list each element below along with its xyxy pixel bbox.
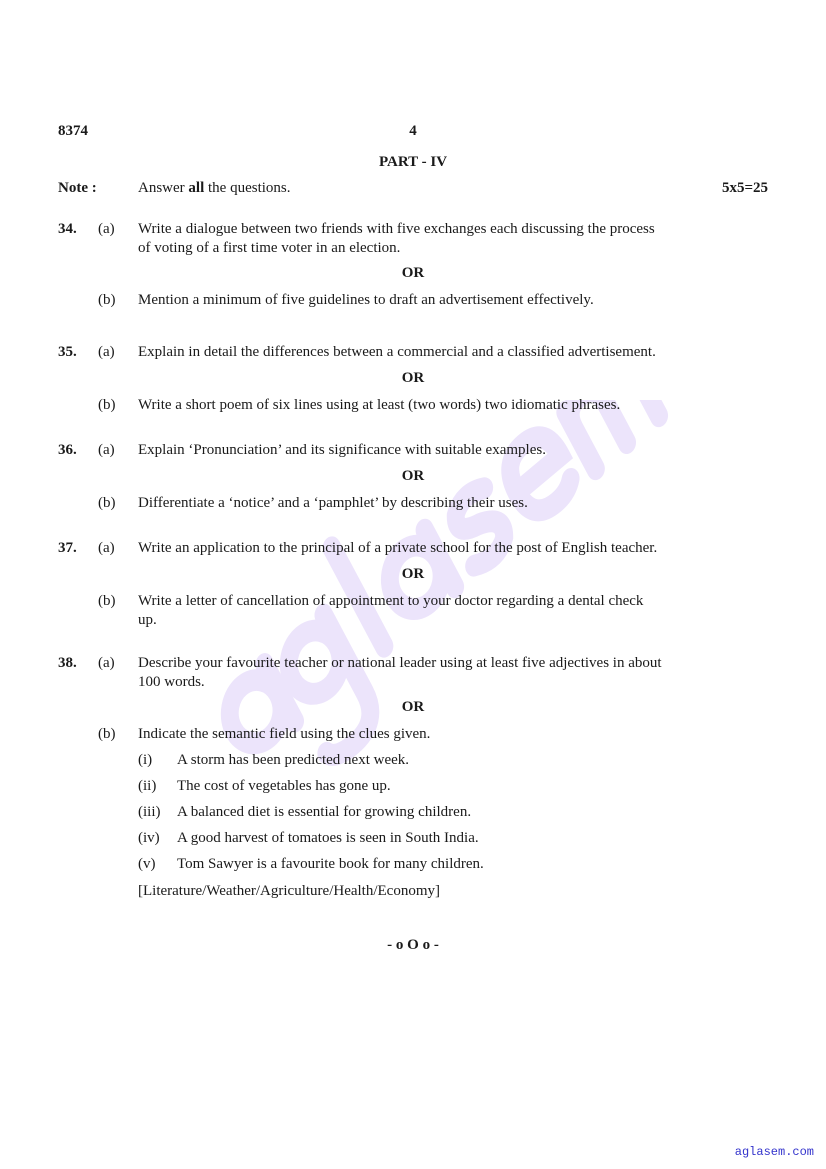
clue-text: Tom Sawyer is a favourite book for many children.: [177, 856, 484, 872]
option-a-text: of voting of a first time voter in an election.: [138, 240, 401, 256]
option-a-text: 100 words.: [138, 674, 205, 690]
clue-number: (iii): [138, 804, 161, 820]
option-a-label: (a): [98, 540, 115, 556]
option-a-label: (a): [98, 221, 115, 237]
part-heading: PART - IV: [378, 154, 448, 170]
page-number: 4: [409, 123, 417, 139]
question-number: 36.: [58, 442, 77, 458]
note-label: Note :: [58, 180, 97, 196]
option-b-text: Differentiate a ‘notice’ and a ‘pamphlet’ by describing their uses.: [138, 495, 528, 511]
option-b-text: up.: [138, 612, 157, 628]
clue-number: (iv): [138, 830, 160, 846]
question-number: 35.: [58, 344, 77, 360]
option-b-label: (b): [98, 397, 116, 413]
clue-number: (i): [138, 752, 153, 768]
clue-text: A balanced diet is essential for growing children.: [177, 804, 472, 820]
or-divider: OR: [401, 699, 425, 715]
clue-number: (ii): [138, 778, 157, 794]
or-divider: OR: [401, 468, 425, 484]
option-b-label: (b): [98, 495, 116, 511]
option-a-text: Describe your favourite teacher or national leader using at least five adjectives in about: [138, 655, 662, 671]
note-text-bold: all: [188, 180, 205, 196]
or-divider: OR: [401, 566, 425, 582]
question-number: 34.: [58, 221, 77, 237]
option-b-text: Mention a minimum of five guidelines to draft an advertisement effectively.: [138, 292, 594, 308]
note-text: [138, 179, 291, 197]
option-a-text: Write a dialogue between two friends with five exchanges each discussing the process: [138, 221, 655, 237]
marks: 5x5=25: [721, 180, 768, 196]
note-text-post: the questions.: [204, 180, 291, 196]
clue-text: The cost of vegetables has gone up.: [177, 778, 391, 794]
clue-text: A storm has been predicted next week.: [177, 752, 410, 768]
option-b-label: (b): [98, 726, 116, 742]
option-b-label: (b): [98, 292, 116, 308]
semantic-field-options: [Literature/Weather/Agriculture/Health/Economy]: [138, 883, 440, 899]
option-a-label: (a): [98, 655, 115, 671]
option-a-label: (a): [98, 442, 115, 458]
option-b-text: Write a short poem of six lines using at least (two words) two idiomatic phrases.: [138, 397, 621, 413]
option-b-label: (b): [98, 593, 116, 609]
or-divider: OR: [401, 265, 425, 281]
option-b-text: Write a letter of cancellation of appointment to your doctor regarding a dental check: [138, 593, 644, 609]
clue-text: A good harvest of tomatoes is seen in South India.: [177, 830, 479, 846]
option-a-text: Explain in detail the differences between a commercial and a classified advertisement.: [138, 344, 656, 360]
end-mark: - o O o -: [387, 937, 439, 953]
option-a-text: Explain ‘Pronunciation’ and its significance with suitable examples.: [138, 442, 546, 458]
question-number: 37.: [58, 540, 77, 556]
note-text-pre: Answer: [138, 180, 189, 196]
option-a-text: Write an application to the principal of a private school for the post of English teacher.: [138, 540, 658, 556]
clue-number: (v): [138, 856, 156, 872]
question-number: 38.: [58, 655, 77, 671]
paper-code: 8374: [58, 123, 88, 139]
option-b-text: Indicate the semantic field using the clues given.: [138, 726, 431, 742]
footer-url[interactable]: aglasem.com: [734, 1145, 814, 1159]
or-divider: OR: [401, 370, 425, 386]
option-a-label: (a): [98, 344, 115, 360]
